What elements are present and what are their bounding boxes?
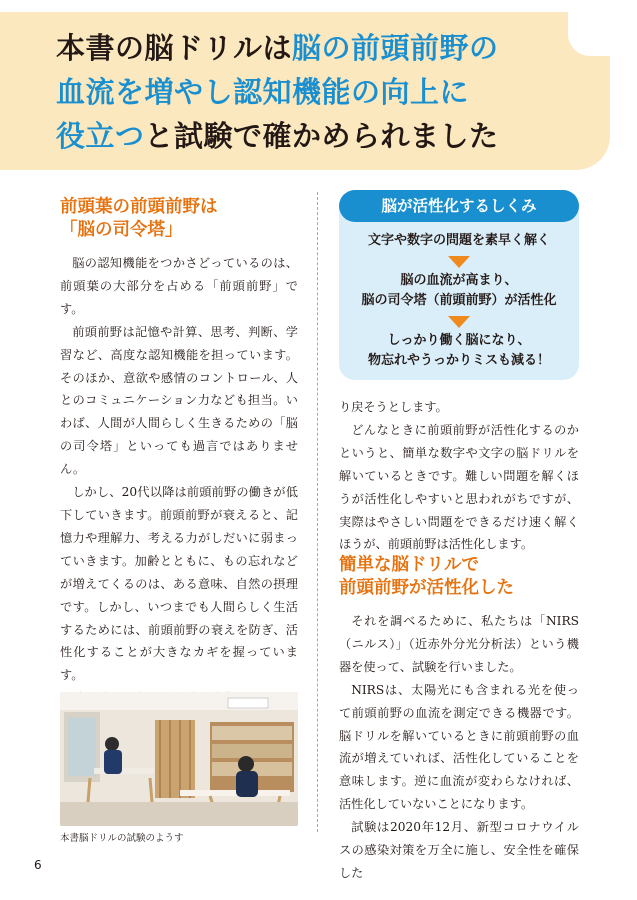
photo-caption: 本書脳ドリルの試験のようす bbox=[60, 833, 184, 844]
mechanism-step-2-line1: 脳の血流が高まり、 bbox=[400, 273, 518, 288]
page-headline bbox=[56, 26, 596, 158]
right-body-text-2 bbox=[339, 610, 579, 885]
left-heading-line2: 「脳の司令塔」 bbox=[60, 220, 183, 240]
paragraph: どんなときに前頭前野が活性化するのかというと、簡単な数字や文字の脳ドリルを解いているときです。難しい問題を解くほうが活性化しやすいと思われがちですが、実際はやさしい問題をできるだけ速く解くほうが、前頭前野は活性化します。 bbox=[339, 422, 579, 552]
mechanism-step-2 bbox=[339, 271, 579, 311]
mechanism-step-2-line2: 脳の司令塔（前頭前野）が活性化 bbox=[361, 293, 557, 308]
mechanism-step-3 bbox=[339, 331, 579, 371]
down-arrow-icon bbox=[448, 316, 470, 328]
left-heading-line1: 前頭葉の前頭前野は bbox=[60, 197, 218, 217]
mechanism-title: 脳が活性化するしくみ bbox=[339, 190, 579, 222]
mechanism-step-3-line2: 物忘れやうっかりミスも減る！ bbox=[367, 353, 550, 368]
right-body-text-1 bbox=[339, 396, 579, 556]
mechanism-step-1: 文字や数字の問題を素早く解く bbox=[367, 233, 550, 248]
mechanism-step-3-line1: しっかり働く脳になり、 bbox=[387, 333, 531, 348]
right-section-heading bbox=[339, 554, 579, 600]
paragraph: しかし、20代以降は前頭前野の働きが低下していきます。前頭前野が衰えると、記憶力や理解力、考える力がしだいに弱まっていきます。加齢とともに、もの忘れなどが増えてくるのは、ある意味、自然の摂理です。しかし、いつまでも人間らしく生活するためには、前頭前野の衰えを防ぎ、活性化することが大きなカギを握っています。 bbox=[60, 485, 298, 683]
headline-line1-a: 本書の脳ドリルは bbox=[56, 31, 293, 65]
left-section-heading bbox=[60, 196, 300, 242]
right-heading-line2: 前頭前野が活性化した bbox=[339, 578, 514, 598]
paragraph: 脳の認知機能をつかさどっているのは、前頭葉の大部分を占める「前頭前野」です。 bbox=[60, 256, 298, 316]
headline-line3-a: 役立つ bbox=[56, 119, 145, 153]
paragraph: それを調べるために、私たちは「NIRS（ニルス）」（近赤外分光分析法）という機器を使って、試験を行いました。 bbox=[339, 614, 579, 674]
paragraph: NIRSは、太陽光にも含まれる光を使って前頭前野の血流を測定できる機器です。脳ドリルを解いているときに前頭前野の血流が増えていれば、活性化していることを意味します。逆に血流が変わらなければ、活性化していないことになります。 bbox=[339, 682, 579, 812]
paragraph: 試験は2020年12月、新型コロナウイルスの感染対策を万全に施し、安全性を確保した bbox=[339, 820, 579, 880]
page-number: 6 bbox=[34, 858, 42, 872]
headline-line2: 血流を増やし認知機能の向上に bbox=[56, 75, 470, 109]
paragraph: り戻そうとします。 bbox=[339, 400, 448, 414]
test-photo bbox=[60, 692, 298, 826]
headline-line1-b: 脳の前頭前野の bbox=[292, 31, 499, 65]
down-arrow-icon bbox=[448, 256, 470, 268]
test-photo-illustration bbox=[60, 692, 298, 826]
right-heading-line1: 簡単な脳ドリルで bbox=[339, 555, 479, 575]
paragraph: 前頭前野は記憶や計算、思考、判断、学習など、高度な認知機能を担っています。そのほか、意欲や感情のコントロール、人とのコミュニケーション力なども担当。いわば、人間が人間らしく生きるための「脳の司令塔」といっても過言ではありません。 bbox=[60, 324, 298, 477]
column-divider bbox=[317, 192, 318, 832]
headline-line3-b: と試験で確かめられました bbox=[144, 119, 499, 153]
